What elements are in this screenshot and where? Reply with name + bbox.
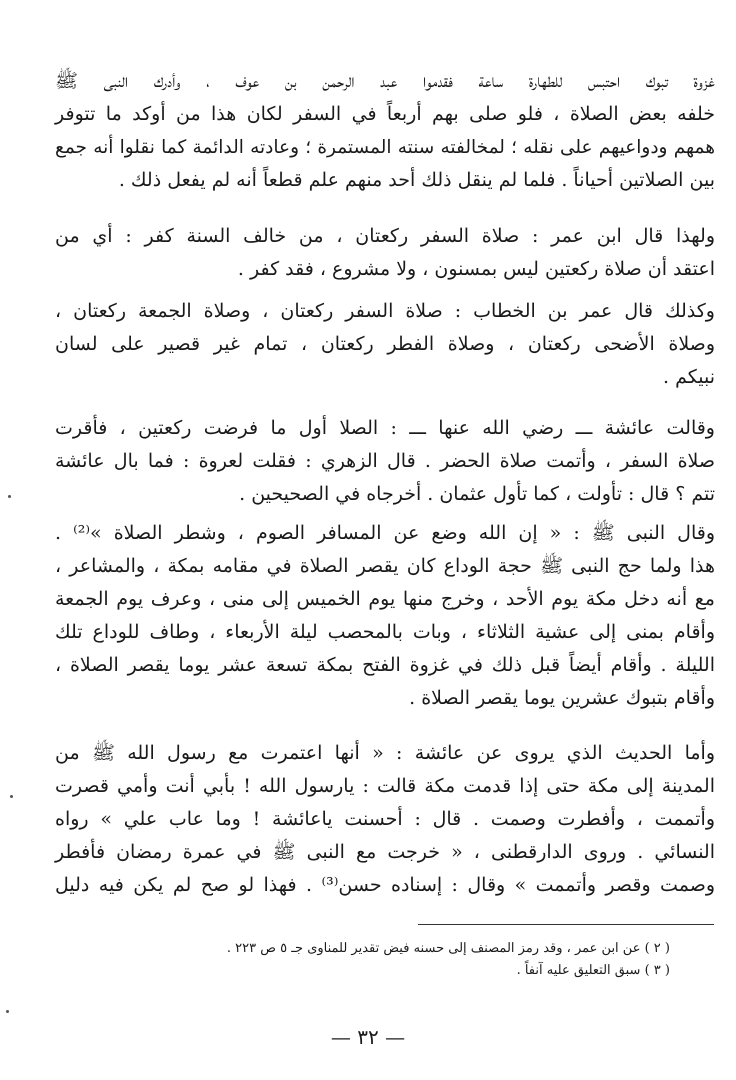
footnotes	[160, 938, 670, 982]
text-line: وقال النبى ﷺ : « إن الله وضع عن المسافر الصوم ، وشطر الصلاة »⁽²⁾ .	[55, 522, 716, 544]
page-number: — ٣٢ —	[330, 1025, 406, 1049]
text-line: غزوة تبوك احتبس للطهارة ساعة فقدموا عبد الرحمن بن عوف ، وأدرك النبى ﷺ	[55, 70, 715, 92]
paragraph-5	[55, 517, 715, 715]
text-line: وأتممت ، وأفطرت وصمت . قال : أحسنت ياعائشة ! وما عاب علي » رواه	[55, 808, 715, 830]
text-line: صلاة السفر ، وأتمت صلاة الحضر . قال الزهري : فقلت لعروة : فما بال عائشة	[55, 450, 715, 472]
text-line: وأقام بمنى إلى عشية الثلاثاء ، وبات بالمحصب ليلة الأربعاء ، وطاف للوداع تلك	[55, 621, 715, 643]
scan-speck	[10, 795, 13, 798]
text-line: النسائي . وروى الدارقطنى ، « خرجت مع النبى ﷺ في عمرة رمضان فأفطر	[55, 841, 715, 863]
text-line: نبيكم .	[663, 366, 715, 388]
footnote: ( ٢ ) عن ابن عمر ، وقد رمز المصنف إلى حسنه فيض تقدير للمناوى جـ ٥ ص ٢٢٣ .	[226, 941, 670, 956]
paragraph-6	[55, 737, 715, 902]
text-line: وقالت عائشة ـــ رضي الله عنها ـــ : الصلا أول ما فرضت ركعتين ، فأقرت	[55, 417, 715, 439]
text-line: الليلة . وأقام أيضاً قبل ذلك في غزوة الفتح بمكة تسعة عشر يوما يقصر الصلاة ،	[55, 654, 715, 676]
text-line: مع أنه دخل مكة يوم الأحد ، وخرج منها يوم الخميس إلى منى ، وعرف يوم الجمعة	[55, 588, 715, 610]
text-line: وكذلك قال عمر بن الخطاب : صلاة السفر ركعتان ، وصلاة الجمعة ركعتان ،	[55, 300, 715, 322]
text-line: همهم ودواعيهم على نقله ؛ لمخالفته سنته المستمرة ؛ وعادته الدائمة كما نقلوا أنه جمع	[55, 137, 715, 158]
paragraph-3	[55, 295, 715, 394]
footnote: ( ٣ ) سبق التعليق عليه آنفاً .	[516, 963, 670, 978]
text-line: هذا ولما حج النبى ﷺ حجة الوداع كان يقصر الصلاة في مقامه بمكة ، والمشاعر ،	[55, 555, 715, 577]
text-line: وصلاة الأضحى ركعتان ، وصلاة الفطر ركعتان ، تمام غير قصير على لسان	[55, 333, 715, 355]
paragraph-2	[55, 220, 715, 286]
footnote-divider	[418, 924, 714, 925]
text-line: خلفه بعض الصلاة ، فلو صلى بهم أربعاً في السفر لكان هذا من أوكد ما تتوفر	[55, 103, 715, 125]
scan-speck	[8, 495, 11, 498]
text-line: ولهذا قال ابن عمر : صلاة السفر ركعتان ، من خالف السنة كفر : أي من	[55, 225, 715, 247]
text-line: وأقام بتبوك عشرين يوما يقصر الصلاة .	[409, 687, 715, 709]
text-line: اعتقد أن صلاة ركعتين ليس بمسنون ، ولا مشروع ، فقد كفر .	[237, 258, 715, 280]
scan-speck	[6, 1010, 9, 1013]
text-line: المدينة إلى مكة حتى إذا قدمت مكة قالت : يارسول الله ! بأبي أنت وأمي قصرت	[55, 775, 715, 797]
paragraph-1	[55, 65, 715, 197]
text-line: بين الصلاتين أحياناً . فلما لم ينقل ذلك أحد منهم علم قطعاً أنه لم يفعل ذلك .	[118, 169, 715, 191]
text-line: وأما الحديث الذي يروى عن عائشة : « أنها اعتمرت مع رسول الله ﷺ من	[55, 742, 715, 764]
paragraph-4	[55, 412, 715, 511]
text-line: وصمت وقصر وأتممت » وقال : إسناده حسن⁽³⁾ . فهذا لو صح لم يكن فيه دليل	[55, 874, 716, 896]
text-line: تتم ؟ قال : تأولت ، كما تأول عثمان . أخرجاه في الصحيحين .	[239, 483, 715, 505]
